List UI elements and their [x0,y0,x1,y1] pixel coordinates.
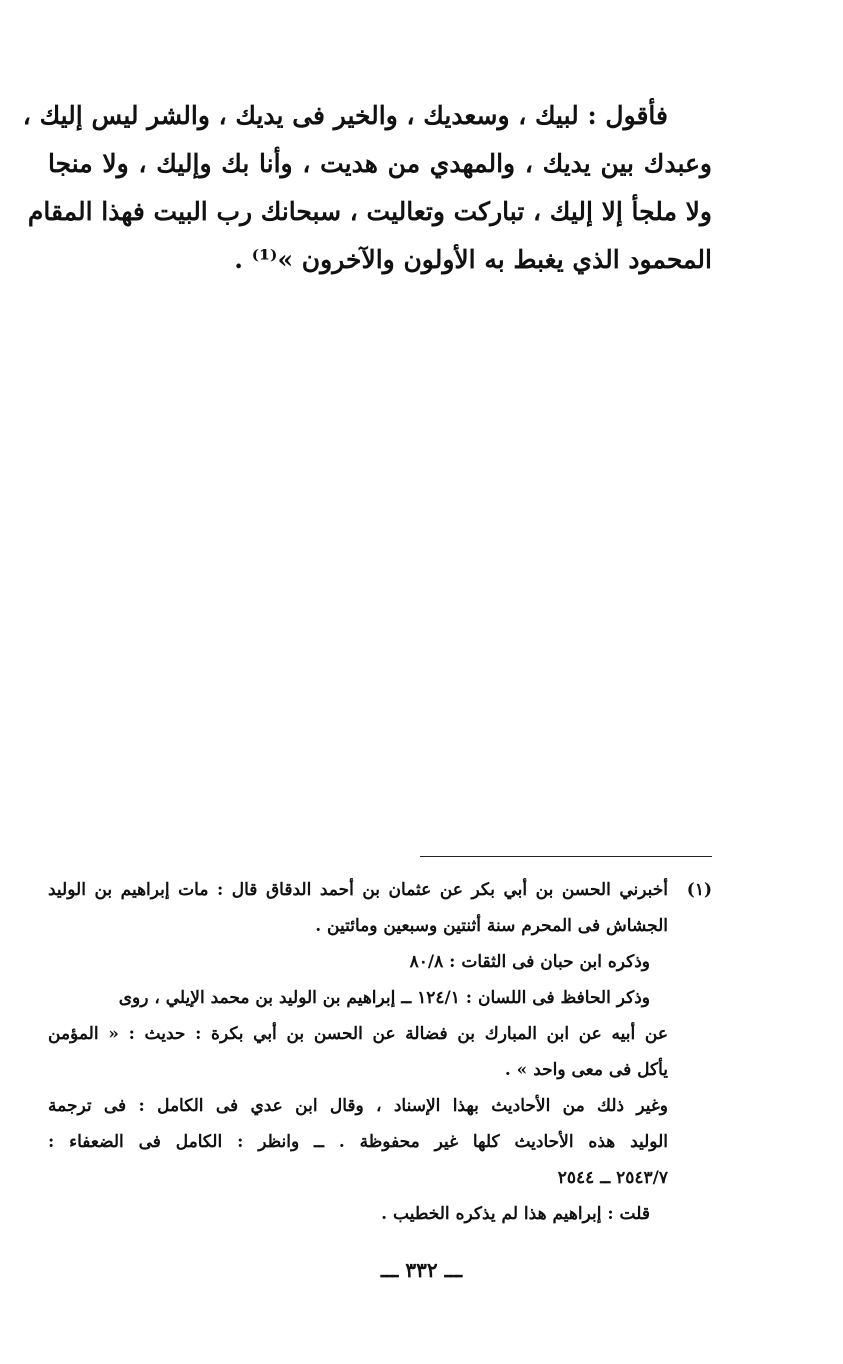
footnote-line: قلت : إبراهيم هذا لم يذكره الخطيب . [381,1204,650,1224]
footnote-line: وذكره ابن حبان فى الثقات : ٨٠/٨ [409,952,650,972]
footnote-line: يأكل فى معى واحد » . [504,1060,668,1080]
footnote-number: (١) [686,880,712,900]
footnote-text: أخبرني الحسن بن أبي بكر عن عثمان بن أحمد الدقاق قال : مات إبراهيم بن الوليد [48,880,668,900]
footnote-line: ٢٥٤٣/٧ ــ ٢٥٤٤ [557,1168,668,1188]
footnote-line: الجشاش فى المحرم سنة أثنتين وسبعين ومائتين . [315,916,668,936]
footnote-line: الوليد هذه الأحاديث كلها غير محفوظة . ــ وانظر : الكامل فى الضعفاء : [48,1132,668,1152]
main-text-line: وعبدك بين يديك ، والمهدي من هديت ، وأنا بك وإليك ، ولا منجا [48,149,712,178]
main-paragraph [22,92,712,284]
footnote-line: وذكر الحافظ فى اللسان : ١٢٤/١ ــ إبراهيم بن الوليد بن محمد الإيلي ، روى [118,988,650,1008]
footnote-line [48,872,712,908]
footnotes-section [48,872,712,1232]
footnote-line: وغير ذلك من الأحاديث بهذا الإسناد ، وقال ابن عدي فى الكامل : فى ترجمة [48,1096,668,1116]
page-number: ـــ ٣٣٢ ـــ [380,1258,463,1282]
footnote-line: عن أبيه عن ابن المبارك بن فضالة عن الحسن بن أبي بكرة : حديث : « المؤمن [48,1024,668,1044]
main-text-line: فأقول : لبيك ، وسعديك ، والخير فى يديك ، والشر ليس إليك ، [22,101,668,130]
main-text-line: المحمود الذي يغبط به الأولون والآخرون »⁽¹⁾ . [234,245,712,274]
footnote-separator [420,856,712,857]
main-text-line: ولا ملجأ إلا إليك ، تباركت وتعاليت ، سبحانك رب البيت فهذا المقام [27,197,712,226]
